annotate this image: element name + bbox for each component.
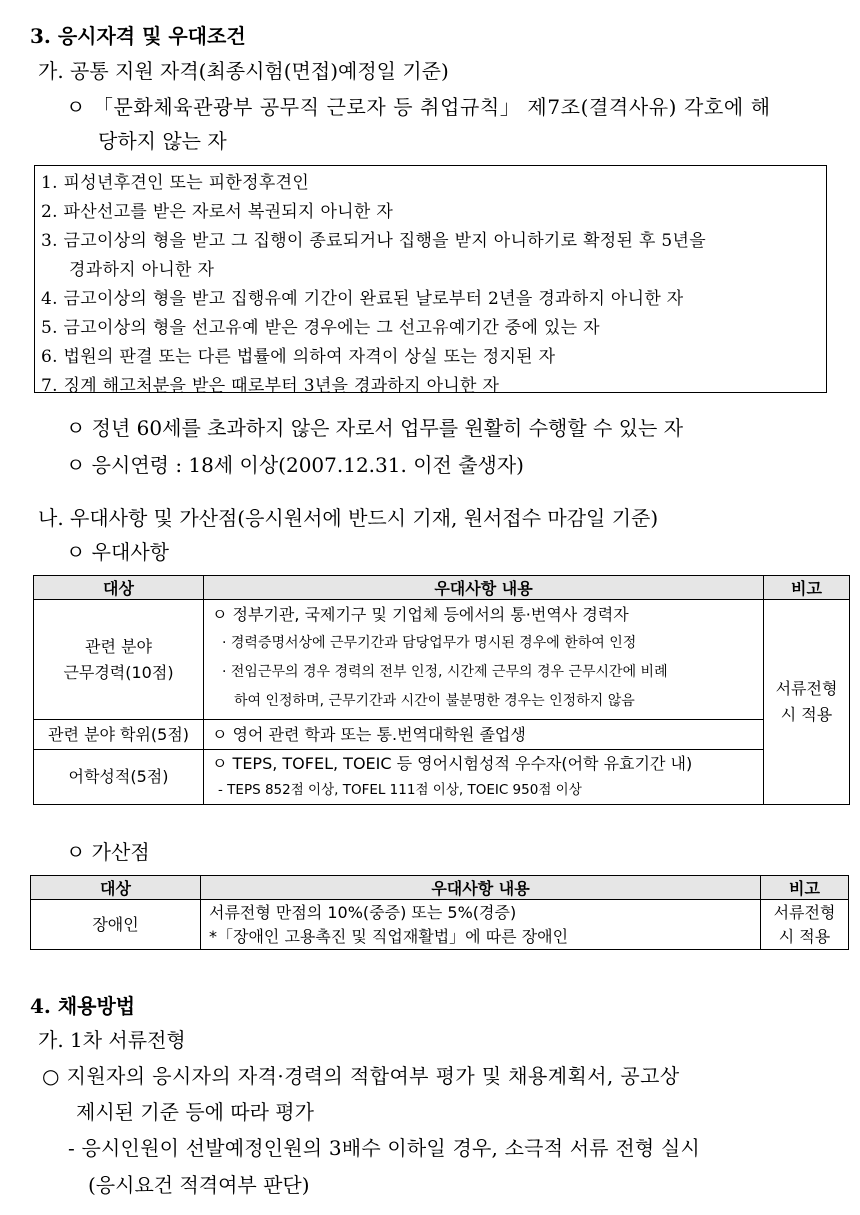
bullet-rules-line2: 당하지 않는 자	[98, 129, 227, 153]
bullet-age-requirement: ㅇ 응시연령 : 18세 이상(2007.12.31. 이전 출생자)	[66, 453, 524, 477]
list-item: 4. 금고이상의 형을 받고 집행유예 기간이 완료된 날로부터 2년을 경과하지 아니한 자	[41, 289, 684, 309]
header-target: 대상	[31, 876, 201, 900]
header-target: 대상	[34, 576, 204, 600]
bullet-rules-line1: ㅇ 「문화체육관광부 공무직 근로자 등 취업규칙」 제7조(결격사유) 각호에 해	[66, 95, 771, 119]
list-item: 5. 금고이상의 형을 선고유예 받은 경우에는 그 선고유예기간 중에 있는 자	[41, 318, 600, 338]
subsection-b-title: 나. 우대사항 및 가산점(응시원서에 반드시 기재, 원서접수 마감일 기준)	[38, 506, 659, 530]
preference-table	[33, 575, 850, 805]
bonus-table	[30, 875, 849, 950]
list-item: 3. 금고이상의 형을 받고 그 집행이 종료되거나 집행을 받지 아니하기로 확정된 후 5년을	[41, 231, 706, 251]
note-document-screening: 서류전형 시 적용	[764, 600, 850, 805]
section-3-title: 3. 응시자격 및 우대조건	[30, 24, 246, 48]
target-work-experience: 관련 분야 근무경력(10점)	[34, 600, 204, 720]
content-degree: ㅇ 영어 관련 학과 또는 통.번역대학원 졸업생	[204, 720, 764, 750]
content-disabled: 서류전형 만점의 10%(중증) 또는 5%(경증) *「장애인 고용촉진 및 직업재활법」에 따른 장애인	[201, 900, 761, 950]
list-item: 경과하지 아니한 자	[69, 260, 215, 280]
subsection-document-screening: 가. 1차 서류전형	[38, 1028, 186, 1052]
preference-label: ㅇ 우대사항	[66, 540, 169, 564]
bonus-label: ㅇ 가산점	[66, 840, 150, 864]
dash-passive-screening-line2: (응시요건 적격여부 판단)	[88, 1173, 310, 1197]
bullet-evaluation-line1: ○ 지원자의 응시자의 자격·경력의 적합여부 평가 및 채용계획서, 공고상	[42, 1064, 680, 1088]
content-language-score: ㅇ TEPS, TOFEL, TOEIC 등 영어시험성적 우수자(어학 유효기간 내) - TEPS 852점 이상, TOFEL 111점 이상, TOEIC 950점 이상	[204, 750, 764, 805]
header-note: 비고	[764, 576, 850, 600]
dash-passive-screening-line1: - 응시인원이 선발예정인원의 3배수 이하일 경우, 소극적 서류 전형 실시	[68, 1136, 701, 1160]
list-item: 6. 법원의 판결 또는 다른 법률에 의하여 자격이 상실 또는 정지된 자	[41, 347, 556, 367]
list-item: 1. 피성년후견인 또는 피한정후견인	[41, 173, 310, 193]
content-work-experience: ㅇ 정부기관, 국제기구 및 기업체 등에서의 통·번역사 경력자 · 경력증명서상에 근무기간과 담당업무가 명시된 경우에 한하여 인정 · 전임근무의 경우 경력의 전부 인정, 시간제 근무의 경우 근무시간에 비례 하여 인정하며, 근무기간과 시간이 불분명한 경우는 인정하지 않음	[204, 600, 764, 720]
bullet-retirement-age: ㅇ 정년 60세를 초과하지 않은 자로서 업무를 원활히 수행할 수 있는 자	[66, 416, 684, 440]
list-item: 2. 파산선고를 받은 자로서 복권되지 아니한 자	[41, 202, 394, 222]
disqualification-box	[34, 165, 827, 396]
header-content: 우대사항 내용	[204, 576, 764, 600]
header-note: 비고	[761, 876, 849, 900]
note-document-screening: 서류전형 시 적용	[761, 900, 849, 950]
target-language-score: 어학성적(5점)	[34, 750, 204, 805]
list-item: 7. 징계 해고처분을 받은 때로부터 3년을 경과하지 아니한 자	[41, 376, 500, 396]
bullet-evaluation-line2: 제시된 기준 등에 따라 평가	[76, 1100, 314, 1124]
target-disabled: 장애인	[31, 900, 201, 950]
subsection-a-title: 가. 공통 지원 자격(최종시험(면접)예정일 기준)	[38, 59, 449, 83]
header-content: 우대사항 내용	[201, 876, 761, 900]
target-degree: 관련 분야 학위(5점)	[34, 720, 204, 750]
section-4-title: 4. 채용방법	[30, 994, 136, 1018]
